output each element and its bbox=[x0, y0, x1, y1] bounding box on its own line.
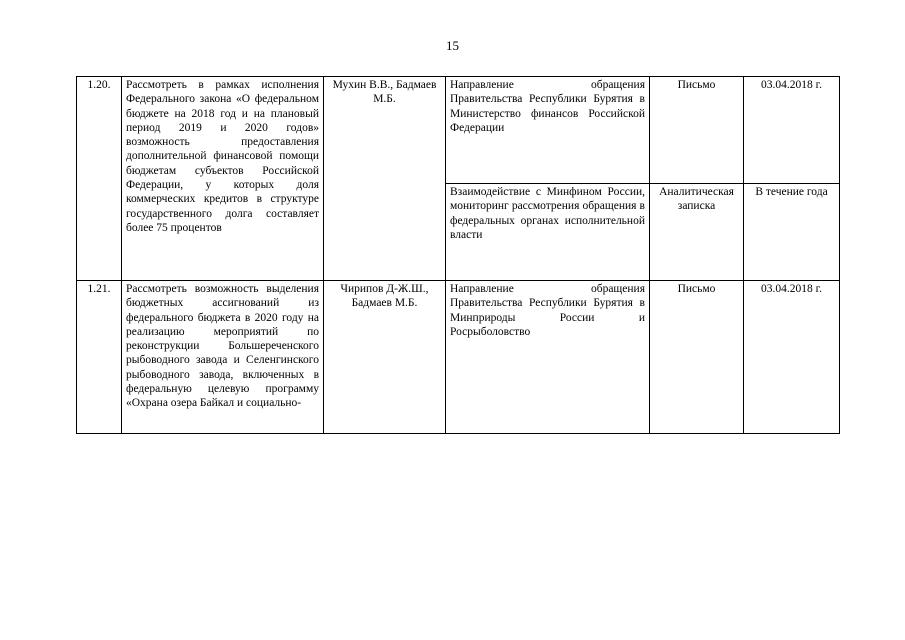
item-number: 1.21. bbox=[77, 281, 122, 434]
result-form: Письмо bbox=[650, 77, 744, 184]
responsible-persons: Чирипов Д-Ж.Ш., Бадмаев М.Б. bbox=[324, 281, 446, 434]
item-number: 1.20. bbox=[77, 77, 122, 281]
deadline: 03.04.2018 г. bbox=[744, 281, 840, 434]
deadline: 03.04.2018 г. bbox=[744, 77, 840, 184]
task-description: Рассмотреть в рамках исполнения Федерального закона «О федеральном бюджете на 2018 год и на плановый период 2019 и 2020 годов» возможность предоставления дополнительной финансовой помощи бюджетам субъектов Российской Федерации, у которых доля коммерческих кредитов в структуре государственного долга составляет более 75 процентов bbox=[122, 77, 324, 281]
action-description: Направление обращения Правительства Республики Бурятия в Министерство финансов Российской Федерации bbox=[446, 77, 650, 184]
responsible-persons: Мухин В.В., Бадмаев М.Б. bbox=[324, 77, 446, 281]
action-description: Направление обращения Правительства Республики Бурятия в Минприроды России и Росрыболовство bbox=[446, 281, 650, 434]
task-description: Рассмотреть возможность выделения бюджетных ассигнований из федерального бюджета в 2020 году на реализацию мероприятий по реконструкции Большереченского рыбоводного завода и Селенгинского рыбоводного завода, включенных в федеральную целевую программу «Охрана озера Байкал и социально- bbox=[122, 281, 324, 434]
result-form: Письмо bbox=[650, 281, 744, 434]
deadline: В течение года bbox=[744, 184, 840, 281]
table-row bbox=[77, 77, 840, 184]
result-form: Аналитическая записка bbox=[650, 184, 744, 281]
action-description: Взаимодействие с Минфином России, мониторинг рассмотрения обращения в федеральных органах исполнительной власти bbox=[446, 184, 650, 281]
page-number: 15 bbox=[446, 38, 459, 53]
plan-table bbox=[76, 76, 840, 434]
table-row bbox=[77, 281, 840, 434]
